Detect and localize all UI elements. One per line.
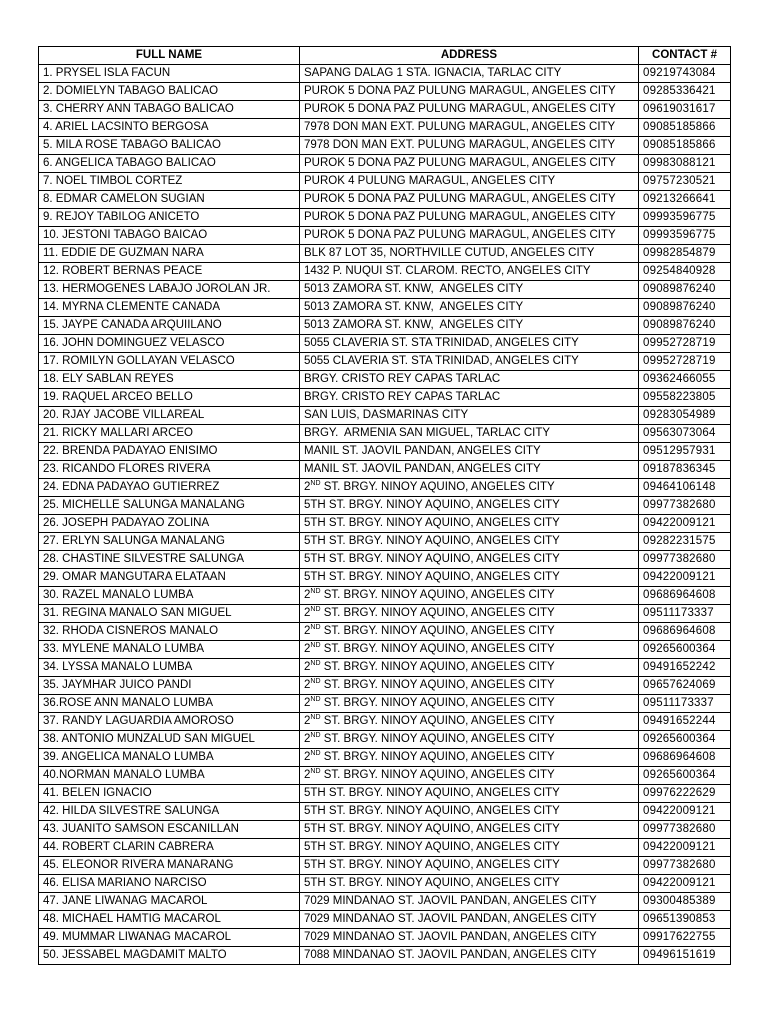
- cell-contact-number: 09422009121: [639, 569, 731, 587]
- cell-full-name: 15. JAYPE CANADA ARQUIILANO: [39, 317, 300, 335]
- cell-address: 7029 MINDANAO ST. JAOVIL PANDAN, ANGELES CITY: [300, 893, 639, 911]
- address-rest: ST. BRGY. NINOY AQUINO, ANGELES CITY: [320, 643, 555, 655]
- address-street-number: 2: [304, 661, 311, 673]
- cell-contact-number: 09089876240: [639, 299, 731, 317]
- address-rest: ST. BRGY. NINOY AQUINO, ANGELES CITY: [320, 481, 555, 493]
- cell-address: [300, 749, 639, 767]
- cell-address: PUROK 5 DONA PAZ PULUNG MARAGUL, ANGELES CITY: [300, 101, 639, 119]
- cell-address: PUROK 5 DONA PAZ PULUNG MARAGUL, ANGELES CITY: [300, 83, 639, 101]
- cell-address: PUROK 4 PULUNG MARAGUL, ANGELES CITY: [300, 173, 639, 191]
- cell-contact-number: 09952728719: [639, 335, 731, 353]
- address-rest: ST. BRGY. NINOY AQUINO, ANGELES CITY: [320, 733, 555, 745]
- cell-contact-number: 09187836345: [639, 461, 731, 479]
- cell-contact-number: 09686964608: [639, 623, 731, 641]
- cell-full-name: 4. ARIEL LACSINTO BERGOSA: [39, 119, 300, 137]
- cell-full-name: 29. OMAR MANGUTARA ELATAAN: [39, 569, 300, 587]
- address-street-number: 2: [304, 751, 311, 763]
- cell-contact-number: 09491652244: [639, 713, 731, 731]
- cell-contact-number: 09619031617: [639, 101, 731, 119]
- cell-address: 5TH ST. BRGY. NINOY AQUINO, ANGELES CITY: [300, 875, 639, 893]
- table-row: [39, 659, 731, 677]
- cell-contact-number: 09558223805: [639, 389, 731, 407]
- table-row: [39, 245, 731, 263]
- cell-address: 5TH ST. BRGY. NINOY AQUINO, ANGELES CITY: [300, 785, 639, 803]
- cell-full-name: 43. JUANITO SAMSON ESCANILLAN: [39, 821, 300, 839]
- cell-full-name: 24. EDNA PADAYAO GUTIERREZ: [39, 479, 300, 497]
- table-row: [39, 299, 731, 317]
- address-street-number: 2: [304, 481, 311, 493]
- cell-address: BLK 87 LOT 35, NORTHVILLE CUTUD, ANGELES CITY: [300, 245, 639, 263]
- address-rest: ST. BRGY. NINOY AQUINO, ANGELES CITY: [320, 697, 555, 709]
- cell-address: MANIL ST. JAOVIL PANDAN, ANGELES CITY: [300, 443, 639, 461]
- table-row: [39, 911, 731, 929]
- cell-contact-number: 09085185866: [639, 137, 731, 155]
- cell-contact-number: 09422009121: [639, 515, 731, 533]
- address-street-number: 2: [304, 715, 311, 727]
- cell-contact-number: 09422009121: [639, 839, 731, 857]
- table-row: [39, 713, 731, 731]
- address-rest: ST. BRGY. NINOY AQUINO, ANGELES CITY: [320, 769, 555, 781]
- cell-address: BRGY. CRISTO REY CAPAS TARLAC: [300, 389, 639, 407]
- table-row: [39, 875, 731, 893]
- cell-address: 5013 ZAMORA ST. KNW, ANGELES CITY: [300, 317, 639, 335]
- table-row: [39, 461, 731, 479]
- cell-full-name: 33. MYLENE MANALO LUMBA: [39, 641, 300, 659]
- cell-address: [300, 731, 639, 749]
- cell-address: BRGY. ARMENIA SAN MIGUEL, TARLAC CITY: [300, 425, 639, 443]
- cell-full-name: 37. RANDY LAGUARDIA AMOROSO: [39, 713, 300, 731]
- cell-contact-number: 09982854879: [639, 245, 731, 263]
- cell-full-name: 2. DOMIELYN TABAGO BALICAO: [39, 83, 300, 101]
- cell-address: [300, 713, 639, 731]
- cell-contact-number: 09300485389: [639, 893, 731, 911]
- cell-contact-number: 09657624069: [639, 677, 731, 695]
- address-ordinal-suffix: ND: [310, 678, 321, 686]
- cell-contact-number: 09422009121: [639, 875, 731, 893]
- cell-contact-number: 09993596775: [639, 209, 731, 227]
- cell-address: 5013 ZAMORA ST. KNW, ANGELES CITY: [300, 281, 639, 299]
- cell-address: 5TH ST. BRGY. NINOY AQUINO, ANGELES CITY: [300, 839, 639, 857]
- address-street-number: 2: [304, 697, 311, 709]
- cell-contact-number: 09993596775: [639, 227, 731, 245]
- table-row: [39, 515, 731, 533]
- cell-address: [300, 587, 639, 605]
- table-row: [39, 173, 731, 191]
- cell-full-name: 11. EDDIE DE GUZMAN NARA: [39, 245, 300, 263]
- cell-address: SAN LUIS, DASMARINAS CITY: [300, 407, 639, 425]
- cell-contact-number: 09651390853: [639, 911, 731, 929]
- cell-full-name: 31. REGINA MANALO SAN MIGUEL: [39, 605, 300, 623]
- cell-full-name: 27. ERLYN SALUNGA MANALANG: [39, 533, 300, 551]
- table-row: [39, 407, 731, 425]
- cell-address: [300, 605, 639, 623]
- address-street-number: 2: [304, 607, 311, 619]
- cell-contact-number: 09265600364: [639, 641, 731, 659]
- cell-full-name: 10. JESTONI TABAGO BAICAO: [39, 227, 300, 245]
- table-row: [39, 677, 731, 695]
- cell-full-name: 42. HILDA SILVESTRE SALUNGA: [39, 803, 300, 821]
- cell-full-name: 9. REJOY TABILOG ANICETO: [39, 209, 300, 227]
- cell-address: 5TH ST. BRGY. NINOY AQUINO, ANGELES CITY: [300, 569, 639, 587]
- cell-contact-number: 09686964608: [639, 749, 731, 767]
- table-row: [39, 533, 731, 551]
- cell-full-name: 13. HERMOGENES LABAJO JOROLAN JR.: [39, 281, 300, 299]
- address-street-number: 2: [304, 589, 311, 601]
- address-rest: ST. BRGY. NINOY AQUINO, ANGELES CITY: [320, 715, 555, 727]
- cell-contact-number: 09089876240: [639, 317, 731, 335]
- cell-contact-number: 09491652242: [639, 659, 731, 677]
- cell-full-name: 41. BELEN IGNACIO: [39, 785, 300, 803]
- cell-full-name: 44. ROBERT CLARIN CABRERA: [39, 839, 300, 857]
- cell-contact-number: 09089876240: [639, 281, 731, 299]
- cell-address: PUROK 5 DONA PAZ PULUNG MARAGUL, ANGELES CITY: [300, 209, 639, 227]
- table-row: [39, 281, 731, 299]
- cell-full-name: 40.NORMAN MANALO LUMBA: [39, 767, 300, 785]
- table-row: [39, 947, 731, 965]
- address-street-number: 2: [304, 643, 311, 655]
- address-ordinal-suffix: ND: [310, 642, 321, 650]
- cell-address: 5TH ST. BRGY. NINOY AQUINO, ANGELES CITY: [300, 857, 639, 875]
- cell-full-name: 8. EDMAR CAMELON SUGIAN: [39, 191, 300, 209]
- table-row: [39, 65, 731, 83]
- cell-address: [300, 641, 639, 659]
- table-header-row: [39, 47, 731, 65]
- address-rest: ST. BRGY. NINOY AQUINO, ANGELES CITY: [320, 607, 555, 619]
- cell-contact-number: 09213266641: [639, 191, 731, 209]
- cell-full-name: 26. JOSEPH PADAYAO ZOLINA: [39, 515, 300, 533]
- table-row: [39, 137, 731, 155]
- cell-address: 7978 DON MAN EXT. PULUNG MARAGUL, ANGELES CITY: [300, 119, 639, 137]
- cell-address: 7029 MINDANAO ST. JAOVIL PANDAN, ANGELES CITY: [300, 929, 639, 947]
- cell-contact-number: 09362466055: [639, 371, 731, 389]
- table-row: [39, 443, 731, 461]
- cell-address: [300, 767, 639, 785]
- cell-full-name: 19. RAQUEL ARCEO BELLO: [39, 389, 300, 407]
- address-ordinal-suffix: ND: [310, 480, 321, 488]
- cell-full-name: 20. RJAY JACOBE VILLAREAL: [39, 407, 300, 425]
- table-row: [39, 263, 731, 281]
- table-row: [39, 641, 731, 659]
- table-row: [39, 191, 731, 209]
- cell-contact-number: 09464106148: [639, 479, 731, 497]
- table-row: [39, 623, 731, 641]
- cell-contact-number: 09265600364: [639, 767, 731, 785]
- cell-address: 7088 MINDANAO ST. JAOVIL PANDAN, ANGELES CITY: [300, 947, 639, 965]
- cell-contact-number: 09283054989: [639, 407, 731, 425]
- cell-address: 7978 DON MAN EXT. PULUNG MARAGUL, ANGELES CITY: [300, 137, 639, 155]
- cell-address: SAPANG DALAG 1 STA. IGNACIA, TARLAC CITY: [300, 65, 639, 83]
- cell-full-name: 35. JAYMHAR JUICO PANDI: [39, 677, 300, 695]
- table-body: [39, 65, 731, 965]
- cell-address: 5TH ST. BRGY. NINOY AQUINO, ANGELES CITY: [300, 533, 639, 551]
- cell-contact-number: 09977382680: [639, 821, 731, 839]
- cell-full-name: 39. ANGELICA MANALO LUMBA: [39, 749, 300, 767]
- table-row: [39, 767, 731, 785]
- cell-address: PUROK 5 DONA PAZ PULUNG MARAGUL, ANGELES CITY: [300, 227, 639, 245]
- cell-address: 5TH ST. BRGY. NINOY AQUINO, ANGELES CITY: [300, 497, 639, 515]
- table-row: [39, 839, 731, 857]
- cell-contact-number: 09285336421: [639, 83, 731, 101]
- header-address: ADDRESS: [300, 47, 639, 65]
- address-ordinal-suffix: ND: [310, 588, 321, 596]
- cell-full-name: 16. JOHN DOMINGUEZ VELASCO: [39, 335, 300, 353]
- address-ordinal-suffix: ND: [310, 606, 321, 614]
- cell-full-name: 30. RAZEL MANALO LUMBA: [39, 587, 300, 605]
- table-row: [39, 587, 731, 605]
- address-ordinal-suffix: ND: [310, 768, 321, 776]
- cell-contact-number: 09265600364: [639, 731, 731, 749]
- address-ordinal-suffix: ND: [310, 714, 321, 722]
- cell-contact-number: 09686964608: [639, 587, 731, 605]
- cell-contact-number: 09496151619: [639, 947, 731, 965]
- table-row: [39, 389, 731, 407]
- cell-full-name: 32. RHODA CISNEROS MANALO: [39, 623, 300, 641]
- cell-contact-number: 09282231575: [639, 533, 731, 551]
- cell-contact-number: 09976222629: [639, 785, 731, 803]
- table-row: [39, 101, 731, 119]
- table-row: [39, 749, 731, 767]
- cell-full-name: 5. MILA ROSE TABAGO BALICAO: [39, 137, 300, 155]
- address-ordinal-suffix: ND: [310, 624, 321, 632]
- table-row: [39, 821, 731, 839]
- cell-contact-number: 09977382680: [639, 551, 731, 569]
- cell-contact-number: 09422009121: [639, 803, 731, 821]
- cell-full-name: 23. RICANDO FLORES RIVERA: [39, 461, 300, 479]
- cell-address: 5013 ZAMORA ST. KNW, ANGELES CITY: [300, 299, 639, 317]
- table-row: [39, 353, 731, 371]
- cell-full-name: 25. MICHELLE SALUNGA MANALANG: [39, 497, 300, 515]
- table-row: [39, 785, 731, 803]
- cell-address: [300, 677, 639, 695]
- cell-full-name: 47. JANE LIWANAG MACAROL: [39, 893, 300, 911]
- address-rest: ST. BRGY. NINOY AQUINO, ANGELES CITY: [320, 625, 555, 637]
- cell-full-name: 14. MYRNA CLEMENTE CANADA: [39, 299, 300, 317]
- table-row: [39, 371, 731, 389]
- cell-full-name: 17. ROMILYN GOLLAYAN VELASCO: [39, 353, 300, 371]
- cell-address: [300, 695, 639, 713]
- address-street-number: 2: [304, 679, 311, 691]
- address-ordinal-suffix: ND: [310, 750, 321, 758]
- cell-contact-number: 09952728719: [639, 353, 731, 371]
- table-row: [39, 929, 731, 947]
- cell-address: BRGY. CRISTO REY CAPAS TARLAC: [300, 371, 639, 389]
- table-row: [39, 731, 731, 749]
- address-rest: ST. BRGY. NINOY AQUINO, ANGELES CITY: [320, 751, 555, 763]
- cell-address: 5TH ST. BRGY. NINOY AQUINO, ANGELES CITY: [300, 551, 639, 569]
- cell-full-name: 36.ROSE ANN MANALO LUMBA: [39, 695, 300, 713]
- cell-full-name: 3. CHERRY ANN TABAGO BALICAO: [39, 101, 300, 119]
- table-row: [39, 479, 731, 497]
- cell-contact-number: 09219743084: [639, 65, 731, 83]
- cell-address: MANIL ST. JAOVIL PANDAN, ANGELES CITY: [300, 461, 639, 479]
- address-rest: ST. BRGY. NINOY AQUINO, ANGELES CITY: [320, 661, 555, 673]
- cell-address: [300, 623, 639, 641]
- table-row: [39, 695, 731, 713]
- address-street-number: 2: [304, 733, 311, 745]
- cell-contact-number: 09983088121: [639, 155, 731, 173]
- header-full-name: FULL NAME: [39, 47, 300, 65]
- table-row: [39, 551, 731, 569]
- address-ordinal-suffix: ND: [310, 696, 321, 704]
- cell-contact-number: 09917622755: [639, 929, 731, 947]
- table-row: [39, 803, 731, 821]
- table-row: [39, 605, 731, 623]
- table-row: [39, 83, 731, 101]
- cell-address: [300, 479, 639, 497]
- cell-address: PUROK 5 DONA PAZ PULUNG MARAGUL, ANGELES CITY: [300, 155, 639, 173]
- cell-full-name: 18. ELY SABLAN REYES: [39, 371, 300, 389]
- cell-contact-number: 09977382680: [639, 497, 731, 515]
- cell-full-name: 6. ANGELICA TABAGO BALICAO: [39, 155, 300, 173]
- address-rest: ST. BRGY. NINOY AQUINO, ANGELES CITY: [320, 679, 555, 691]
- cell-contact-number: 09757230521: [639, 173, 731, 191]
- table-row: [39, 209, 731, 227]
- cell-address: 1432 P. NUQUI ST. CLAROM. RECTO, ANGELES CITY: [300, 263, 639, 281]
- table-row: [39, 857, 731, 875]
- table-row: [39, 335, 731, 353]
- cell-address: [300, 659, 639, 677]
- cell-full-name: 1. PRYSEL ISLA FACUN: [39, 65, 300, 83]
- cell-full-name: 38. ANTONIO MUNZALUD SAN MIGUEL: [39, 731, 300, 749]
- cell-contact-number: 09512957931: [639, 443, 731, 461]
- cell-full-name: 34. LYSSA MANALO LUMBA: [39, 659, 300, 677]
- address-street-number: 2: [304, 769, 311, 781]
- table-row: [39, 425, 731, 443]
- cell-address: 7029 MINDANAO ST. JAOVIL PANDAN, ANGELES CITY: [300, 911, 639, 929]
- document-page: [38, 46, 730, 965]
- address-ordinal-suffix: ND: [310, 732, 321, 740]
- contact-table: [38, 46, 731, 965]
- table-row: [39, 893, 731, 911]
- cell-full-name: 50. JESSABEL MAGDAMIT MALTO: [39, 947, 300, 965]
- table-row: [39, 227, 731, 245]
- cell-address: 5055 CLAVERIA ST. STA TRINIDAD, ANGELES CITY: [300, 335, 639, 353]
- cell-address: 5TH ST. BRGY. NINOY AQUINO, ANGELES CITY: [300, 803, 639, 821]
- cell-full-name: 48. MICHAEL HAMTIG MACAROL: [39, 911, 300, 929]
- cell-address: 5055 CLAVERIA ST. STA TRINIDAD, ANGELES CITY: [300, 353, 639, 371]
- table-row: [39, 497, 731, 515]
- cell-full-name: 49. MUMMAR LIWANAG MACAROL: [39, 929, 300, 947]
- cell-full-name: 46. ELISA MARIANO NARCISO: [39, 875, 300, 893]
- cell-contact-number: 09511173337: [639, 605, 731, 623]
- cell-address: PUROK 5 DONA PAZ PULUNG MARAGUL, ANGELES CITY: [300, 191, 639, 209]
- table-row: [39, 155, 731, 173]
- cell-full-name: 12. ROBERT BERNAS PEACE: [39, 263, 300, 281]
- cell-full-name: 21. RICKY MALLARI ARCEO: [39, 425, 300, 443]
- cell-full-name: 22. BRENDA PADAYAO ENISIMO: [39, 443, 300, 461]
- address-ordinal-suffix: ND: [310, 660, 321, 668]
- cell-address: 5TH ST. BRGY. NINOY AQUINO, ANGELES CITY: [300, 821, 639, 839]
- cell-address: 5TH ST. BRGY. NINOY AQUINO, ANGELES CITY: [300, 515, 639, 533]
- table-row: [39, 317, 731, 335]
- header-contact: CONTACT #: [639, 47, 731, 65]
- address-street-number: 2: [304, 625, 311, 637]
- table-row: [39, 119, 731, 137]
- cell-contact-number: 09977382680: [639, 857, 731, 875]
- cell-full-name: 45. ELEONOR RIVERA MANARANG: [39, 857, 300, 875]
- cell-contact-number: 09511173337: [639, 695, 731, 713]
- table-row: [39, 569, 731, 587]
- cell-full-name: 7. NOEL TIMBOL CORTEZ: [39, 173, 300, 191]
- cell-contact-number: 09563073064: [639, 425, 731, 443]
- cell-contact-number: 09085185866: [639, 119, 731, 137]
- cell-full-name: 28. CHASTINE SILVESTRE SALUNGA: [39, 551, 300, 569]
- cell-contact-number: 09254840928: [639, 263, 731, 281]
- address-rest: ST. BRGY. NINOY AQUINO, ANGELES CITY: [320, 589, 555, 601]
